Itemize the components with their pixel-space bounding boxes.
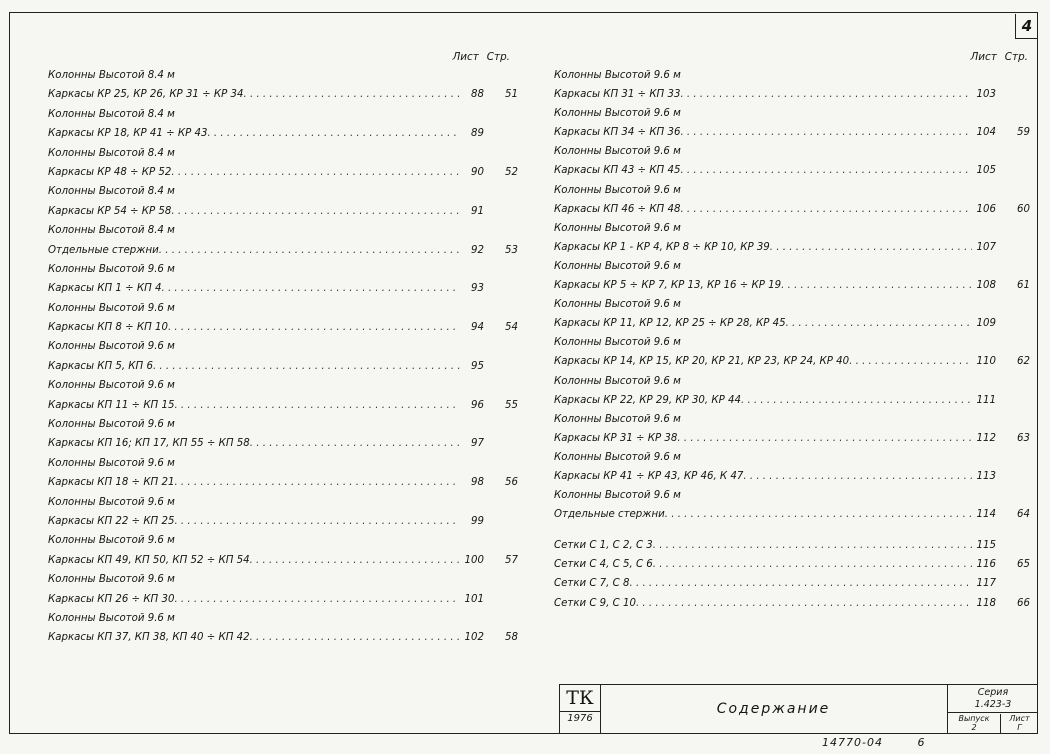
- leader-dots: [653, 536, 972, 555]
- entry-sheet: 100: [464, 554, 484, 566]
- entry-page: 61: [1017, 280, 1030, 292]
- entry-text: Колонны Высотой 9.6 м: [48, 612, 175, 624]
- entry-page: 52: [505, 166, 518, 178]
- entry-sheet: 91: [471, 205, 484, 217]
- issue-cell: [948, 714, 1001, 733]
- entry-page: 56: [505, 477, 518, 489]
- entry-sheet: 103: [976, 89, 996, 101]
- leader-dots: [781, 276, 972, 295]
- contents-entry: [48, 531, 518, 550]
- contents-entry: [554, 161, 1030, 180]
- contents-entry: [554, 123, 1030, 142]
- contents-entry: [48, 66, 518, 85]
- contents-entry: [48, 415, 518, 434]
- leader-dots: [207, 124, 460, 143]
- contents-entry: [48, 279, 518, 298]
- entry-page: 51: [505, 89, 518, 101]
- contents-entry: [48, 260, 518, 279]
- entry-text: Отдельные стержни: [554, 509, 665, 521]
- contents-entry: [48, 628, 518, 647]
- entry-text: Сетки С 7, С 8: [554, 578, 630, 590]
- leader-dots: [786, 314, 972, 333]
- entry-text: Каркасы КР 11, КР 12, КР 25 ÷ КР 28, КР 45: [554, 318, 786, 330]
- sheet-number-box: 4: [1015, 14, 1038, 39]
- contents-entry: [48, 202, 518, 221]
- entry-sheet: 92: [471, 244, 484, 256]
- contents-entry: [554, 333, 1030, 352]
- issue-label: Выпуск: [958, 714, 990, 723]
- contents-entry: [554, 391, 1030, 410]
- contents-entry: [48, 512, 518, 531]
- entry-text: Колонны Высотой 9.6 м: [554, 337, 681, 349]
- entry-sheet: 95: [471, 360, 484, 372]
- entry-text: Каркасы КП 26 ÷ КП 30: [48, 593, 175, 605]
- leader-dots: [174, 396, 460, 415]
- entry-text: Колонны Высотой 9.6 м: [554, 490, 681, 502]
- contents-entry: [554, 219, 1030, 238]
- entry-page: 65: [1017, 559, 1030, 571]
- contents-entry: [554, 352, 1030, 371]
- entry-page: 55: [505, 399, 518, 411]
- leader-dots: [743, 467, 972, 486]
- entry-text: Колонны Высотой 9.6 м: [554, 260, 681, 272]
- contents-entry: [48, 182, 518, 201]
- contents-entry: [554, 104, 1030, 123]
- entry-text: Каркасы КП 11 ÷ КП 15: [48, 399, 175, 411]
- entry-text: Колонны Высотой 9.6 м: [554, 413, 681, 425]
- entry-text: Колонны Высотой 8.4 м: [48, 147, 175, 159]
- entry-page: 62: [1017, 356, 1030, 368]
- contents-entry: [554, 66, 1030, 85]
- entry-text: Каркасы КП 16; КП 17, КП 55 ÷ КП 58: [48, 438, 250, 450]
- entry-text: Каркасы КР 48 ÷ КР 52: [48, 166, 172, 178]
- entry-text: Колонны Высотой 8.4 м: [48, 225, 175, 237]
- leader-dots: [171, 163, 460, 182]
- sheet-value: Г: [1017, 723, 1022, 732]
- entry-text: Колонны Высотой 8.4 м: [48, 108, 175, 120]
- contents-entry: [554, 314, 1030, 333]
- entry-text: Каркасы КР 31 ÷ КР 38: [554, 432, 678, 444]
- contents-entry: [48, 221, 518, 240]
- contents-entry: [48, 376, 518, 395]
- entry-text: Сетки С 9, С 10: [554, 597, 636, 609]
- entry-text: Сетки С 1, С 2, С 3: [554, 540, 653, 552]
- contents-entry: [554, 257, 1030, 276]
- entry-sheet: 107: [976, 241, 996, 253]
- entry-text: Колонны Высотой 9.6 м: [48, 380, 175, 392]
- column-header: [554, 48, 1030, 66]
- contents-entry: [48, 493, 518, 512]
- contents-entry: [554, 142, 1030, 161]
- leader-dots: [244, 85, 461, 104]
- contents-entry: [554, 372, 1030, 391]
- contents-entry: [554, 429, 1030, 448]
- entry-sheet: 118: [976, 597, 996, 609]
- page-header: Стр.: [1004, 51, 1028, 63]
- entry-sheet: 89: [471, 128, 484, 140]
- sheet-header: Лист: [452, 51, 479, 63]
- entry-sheet: 101: [464, 593, 484, 605]
- entry-sheet: 108: [976, 280, 996, 292]
- leader-dots: [636, 594, 972, 613]
- entry-sheet: 104: [976, 127, 996, 139]
- entry-text: Колонны Высотой 9.6 м: [48, 341, 175, 353]
- entry-sheet: 115: [976, 540, 996, 552]
- contents-list-left: [48, 66, 518, 648]
- sheet-cell: [1001, 714, 1038, 733]
- contents-list-meshes: [554, 536, 1030, 612]
- contents-entry: [554, 505, 1030, 524]
- entry-text: Каркасы КП 43 ÷ КП 45: [554, 165, 681, 177]
- leader-dots: [174, 512, 460, 531]
- entry-text: Каркасы КП 34 ÷ КП 36: [554, 127, 681, 139]
- entry-text: Каркасы КР 41 ÷ КР 43, КР 46, К 47: [554, 470, 744, 482]
- entry-text: Каркасы КР 14, КР 15, КР 20, КР 21, КР 23, КР 24, КР 40: [554, 356, 850, 368]
- entry-text: Сетки С 4, С 5, С 6: [554, 559, 653, 571]
- leader-dots: [680, 161, 972, 180]
- contents-entry: [48, 299, 518, 318]
- contents-column-left: [48, 48, 518, 648]
- leader-dots: [849, 352, 972, 371]
- contents-list-right: [554, 66, 1030, 524]
- entry-text: Колонны Высотой 8.4 м: [48, 186, 175, 198]
- leader-dots: [680, 85, 972, 104]
- contents-entry: [48, 609, 518, 628]
- leader-dots: [629, 574, 972, 593]
- issue-value: 2: [971, 723, 977, 732]
- entry-text: Колонны Высотой 9.6 м: [48, 419, 175, 431]
- contents-entry: [554, 536, 1030, 555]
- leader-dots: [168, 318, 460, 337]
- entry-text: Отдельные стержни: [48, 244, 159, 256]
- contents-entry: [48, 241, 518, 260]
- entry-text: Колонны Высотой 9.6 м: [554, 451, 681, 463]
- order-number: 14770-04: [822, 736, 883, 749]
- leader-dots: [677, 429, 972, 448]
- entry-page: 63: [1017, 432, 1030, 444]
- contents-entry: [48, 473, 518, 492]
- leader-dots: [680, 200, 972, 219]
- entry-text: Каркасы КП 37, КП 38, КП 40 ÷ КП 42: [48, 632, 250, 644]
- contents-entry: [554, 295, 1030, 314]
- contents-entry: [48, 551, 518, 570]
- entry-sheet: 110: [976, 356, 996, 368]
- contents-entry: [554, 486, 1030, 505]
- series-label: Серия: [977, 687, 1009, 698]
- contents-entry: [48, 124, 518, 143]
- entry-text: Колонны Высотой 8.4 м: [48, 70, 175, 81]
- entry-sheet: 102: [464, 632, 484, 644]
- entry-sheet: 112: [976, 432, 996, 444]
- leader-dots: [770, 238, 972, 257]
- entry-text: Колонны Высотой 9.6 м: [48, 535, 175, 547]
- contents-entry: [554, 181, 1030, 200]
- entry-sheet: 94: [471, 322, 484, 334]
- leader-dots: [161, 279, 460, 298]
- entry-page: 64: [1017, 509, 1030, 521]
- entry-page: 60: [1017, 203, 1030, 215]
- contents-entry: [554, 200, 1030, 219]
- leader-dots: [153, 357, 460, 376]
- contents-entry: [48, 434, 518, 453]
- entry-page: 58: [505, 632, 518, 644]
- entry-text: Каркасы КР 54 ÷ КР 58: [48, 205, 172, 217]
- entry-sheet: 98: [471, 477, 484, 489]
- entry-sheet: 93: [471, 283, 484, 295]
- entry-page: 59: [1017, 127, 1030, 139]
- entry-text: Каркасы КП 22 ÷ КП 25: [48, 515, 175, 527]
- entry-sheet: 97: [471, 438, 484, 450]
- title-block: [559, 684, 1038, 734]
- contents-entry: [554, 276, 1030, 295]
- entry-text: Каркасы КП 46 ÷ КП 48: [554, 203, 681, 215]
- entry-text: Каркасы КП 31 ÷ КП 33: [554, 89, 681, 101]
- leader-dots: [665, 505, 972, 524]
- contents-entry: [48, 163, 518, 182]
- entry-text: Каркасы КР 22, КР 29, КР 30, КР 44: [554, 394, 741, 406]
- entry-sheet: 114: [976, 509, 996, 521]
- entry-sheet: 88: [471, 89, 484, 101]
- entry-sheet: 90: [471, 166, 484, 178]
- entry-text: Колонны Высотой 9.6 м: [554, 299, 681, 311]
- entry-text: Колонны Высотой 9.6 м: [554, 222, 681, 234]
- entry-sheet: 106: [976, 203, 996, 215]
- leader-dots: [171, 202, 460, 221]
- entry-sheet: 117: [976, 578, 996, 590]
- entry-sheet: 109: [976, 318, 996, 330]
- org-logo: ТК: [560, 685, 600, 712]
- contents-entry: [554, 594, 1030, 613]
- sheet-header: Лист: [970, 51, 997, 63]
- leader-dots: [680, 123, 972, 142]
- entry-text: Колонны Высотой 9.6 м: [48, 263, 175, 275]
- leader-dots: [741, 391, 972, 410]
- contents-entry: [48, 590, 518, 609]
- entry-text: Каркасы КП 8 ÷ КП 10: [48, 322, 168, 334]
- leader-dots: [174, 473, 460, 492]
- contents-entry: [554, 238, 1030, 257]
- entry-text: Колонны Высотой 9.6 м: [554, 108, 681, 120]
- contents-entry: [554, 555, 1030, 574]
- entry-text: Колонны Высотой 9.6 м: [48, 496, 175, 508]
- entry-text: Колонны Высотой 9.6 м: [554, 146, 681, 158]
- entry-text: Каркасы КР 1 - КР 4, КР 8 ÷ КР 10, КР 39: [554, 241, 770, 253]
- entry-sheet: 105: [976, 165, 996, 177]
- entry-sheet: 116: [976, 559, 996, 571]
- footer: [822, 736, 955, 749]
- entry-sheet: 111: [976, 394, 996, 406]
- series-cell: [948, 685, 1038, 713]
- contents-entry: [48, 337, 518, 356]
- entry-text: Каркасы КП 49, КП 50, КП 52 ÷ КП 54: [48, 554, 250, 566]
- contents-entry: [554, 448, 1030, 467]
- sheet-label: Лист: [1009, 714, 1030, 723]
- title-block-logo: [560, 685, 601, 733]
- entry-text: Колонны Высотой 9.6 м: [48, 457, 175, 469]
- series-value: 1.423-3: [974, 699, 1012, 710]
- leader-dots: [174, 590, 460, 609]
- column-header: [48, 48, 518, 66]
- entry-text: Колонны Высотой 9.6 м: [48, 574, 175, 586]
- contents-column-right: [554, 48, 1030, 613]
- contents-entry: [48, 85, 518, 104]
- entry-sheet: 96: [471, 399, 484, 411]
- entry-sheet: 113: [976, 470, 996, 482]
- contents-entry: [48, 357, 518, 376]
- page-header: Стр.: [486, 51, 510, 63]
- entry-text: Каркасы КП 5, КП 6: [48, 360, 153, 372]
- leader-dots: [250, 628, 460, 647]
- contents-entry: [48, 396, 518, 415]
- leader-dots: [250, 434, 460, 453]
- entry-text: Каркасы КП 18 ÷ КП 21: [48, 477, 175, 489]
- entry-text: Колонны Высотой 9.6 м: [554, 184, 681, 196]
- leader-dots: [159, 241, 460, 260]
- contents-entry: [554, 410, 1030, 429]
- leader-dots: [653, 555, 972, 574]
- entry-text: Каркасы КП 1 ÷ КП 4: [48, 283, 162, 295]
- entry-text: Колонны Высотой 9.6 м: [48, 302, 175, 314]
- entry-page: 66: [1017, 597, 1030, 609]
- title-block-info: [947, 685, 1038, 733]
- entry-page: 57: [505, 554, 518, 566]
- entry-text: Колонны Высотой 9.6 м: [554, 375, 681, 387]
- entry-page: 54: [505, 322, 518, 334]
- contents-entry: [554, 85, 1030, 104]
- document-title: Содержание: [716, 701, 831, 717]
- contents-entry: [48, 454, 518, 473]
- entry-text: Каркасы КР 25, КР 26, КР 31 ÷ КР 34: [48, 89, 244, 101]
- contents-entry: [48, 144, 518, 163]
- leader-dots: [250, 551, 460, 570]
- entry-text: Каркасы КР 5 ÷ КР 7, КР 13, КР 16 ÷ КР 19: [554, 280, 782, 292]
- contents-entry: [554, 574, 1030, 593]
- entry-sheet: 99: [471, 515, 484, 527]
- contents-entry: [554, 467, 1030, 486]
- contents-entry: [48, 105, 518, 124]
- entry-text: Колонны Высотой 9.6 м: [554, 70, 681, 81]
- entry-page: 53: [505, 244, 518, 256]
- contents-entry: [48, 570, 518, 589]
- entry-text: Каркасы КР 18, КР 41 ÷ КР 43: [48, 128, 208, 140]
- year: 1976: [567, 713, 593, 724]
- footer-page: 6: [917, 736, 926, 749]
- contents-entry: [48, 318, 518, 337]
